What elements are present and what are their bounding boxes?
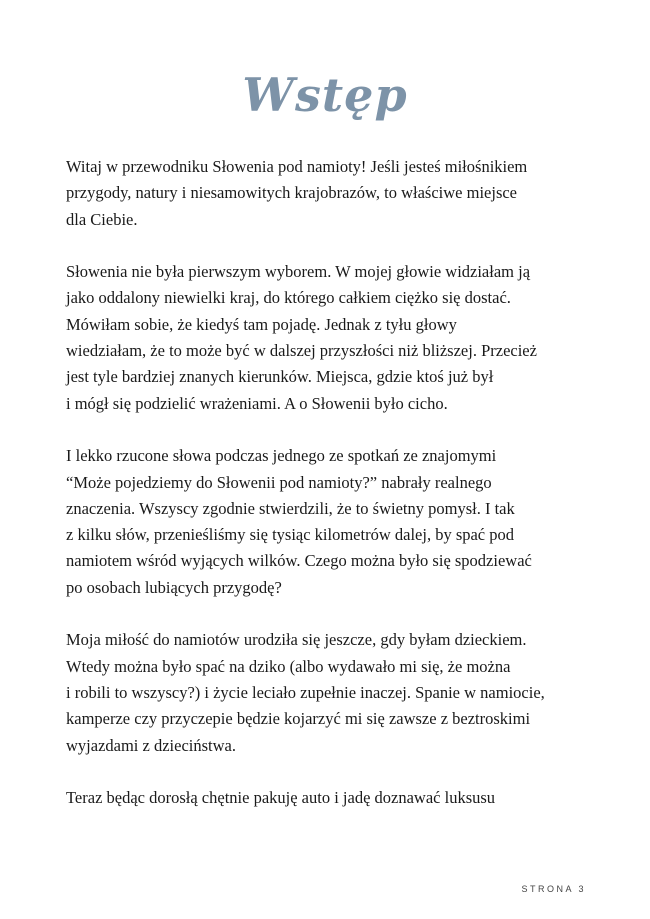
- text-line: przygody, natury i niesamowitych krajobrazów, to właściwe miejsce: [66, 183, 518, 203]
- text-line: namiotem wśród wyjących wilków. Czego można było się spodziewać: [66, 551, 532, 571]
- page-title: Wstęp: [242, 68, 408, 122]
- body-text: [66, 154, 596, 838]
- text-line: i mógł się podzielić wrażeniami. A o Słowenii było cicho.: [66, 393, 448, 413]
- text-line: znaczenia. Wszyscy zgodnie stwierdzili, że to świetny pomysł. I tak: [66, 498, 515, 518]
- text-line: z kilku słów, przenieśliśmy się tysiąc kilometrów dalej, by spać pod: [66, 525, 515, 545]
- text-line: “Może pojedziemy do Słowenii pod namioty?” nabrały realnego: [66, 472, 492, 492]
- text-line: kamperze czy przyczepie będzie kojarzyć mi się zawsze z beztroskimi: [66, 709, 531, 729]
- text-line: dla Ciebie.: [66, 209, 138, 229]
- paragraph-4: [66, 627, 596, 758]
- text-line: jako oddalony niewielki kraj, do którego całkiem ciężko się dostać.: [66, 288, 511, 308]
- paragraph-5: [66, 785, 596, 811]
- paragraph-1: [66, 154, 596, 233]
- paragraph-2: [66, 259, 596, 417]
- text-line: Mówiłam sobie, że kiedyś tam pojadę. Jednak z tyłu głowy: [66, 314, 457, 334]
- text-line: Wtedy można było spać na dziko (albo wydawało mi się, że można: [66, 656, 511, 676]
- text-line: i robili to wszyscy?) i życie leciało zupełnie inaczej. Spanie w namiocie,: [66, 682, 545, 702]
- text-line: Witaj w przewodniku Słowenia pod namioty! Jeśli jesteś miłośnikiem: [66, 157, 528, 176]
- text-line: wiedziałam, że to może być w dalszej przyszłości niż bliższej. Przecież: [66, 341, 537, 361]
- text-line: jest tyle bardziej znanych kierunków. Miejsca, gdzie ktoś już był: [66, 367, 494, 387]
- text-line: Moja miłość do namiotów urodziła się jeszcze, gdy byłam dzieckiem.: [66, 630, 527, 650]
- text-line: wyjazdami z dzieciństwa.: [66, 735, 236, 755]
- text-line: Teraz będąc dorosłą chętnie pakuję auto i jadę doznawać luksusu: [66, 788, 496, 808]
- page-number: STRONA 3: [521, 884, 586, 894]
- text-line: po osobach lubiących przygodę?: [66, 577, 282, 597]
- text-line: I lekko rzucone słowa podczas jednego ze spotkań ze znajomymi: [66, 446, 497, 466]
- text-line: Słowenia nie była pierwszym wyborem. W mojej głowie widziałam ją: [66, 262, 531, 282]
- paragraph-3: [66, 443, 596, 601]
